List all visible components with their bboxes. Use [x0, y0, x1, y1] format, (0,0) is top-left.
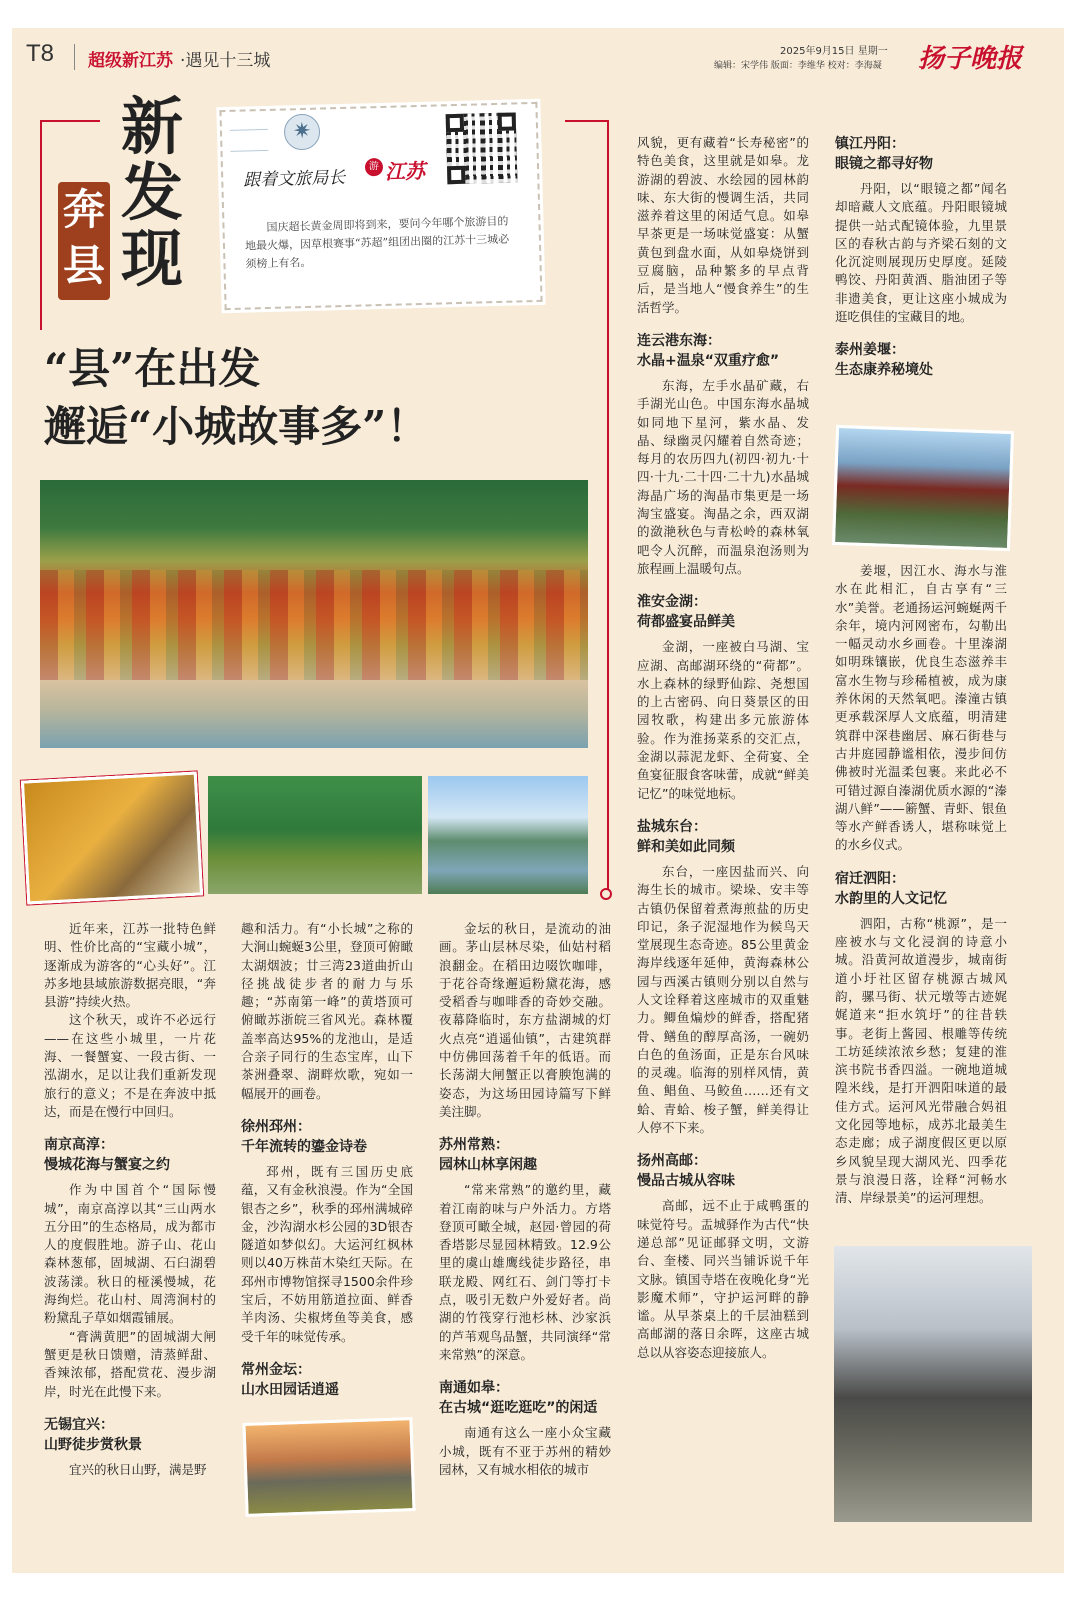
column-big-title: 新发现: [120, 90, 183, 295]
yancheng-text: 东台，一座因盐而兴、向海生长的城市。梁垛、安丰等古镇仍保留着煮海煎盐的历史印记，条子泥湿地作为候鸟天堂展现生态奇迹。85公里黄金海岸线逐年延伸，黄海森林公园与西溪古镇则分别以自然与人文诠释着这座城市的双重魅力。鲫鱼煸炒的鲜香，搭配猪骨、鳝鱼的醇厚高汤，一碗奶白色的鱼汤面，正是东台风味的灵魂。临海的别样风情，黄鱼、鲳鱼、马鲛鱼……还有文蛤、青蛤、梭子蟹，鲜美得让人停不下来。: [637, 863, 809, 1136]
changzhou-text: 金坛的秋日，是流动的油画。茅山层林尽染，仙姑村稻浪翻金。在稻田边啜饮咖啡，于花谷奇缘邂逅粉黛花海，感受稻香与咖啡香的奇妙交融。夜幕降临时，东方盐湖城的灯火点亮“逍遥仙镇”，古建筑群中仿佛回荡着千年的低语。而长荡湖大闸蟹正以膏腴饱满的姿态，为这场田园诗篇写下鲜美注脚。: [439, 921, 611, 1119]
main-headline: [44, 340, 428, 456]
nantong-text-1: 南通有这么一座小众宝藏小城，既有不亚于苏州的精妙园林，又有城水相依的城市: [439, 1425, 611, 1477]
headline-line-1: “县”在出发: [44, 344, 261, 393]
zhenjiang-text: 丹阳，以“眼镜之都”闻名却暗藏人文底蕴。丹阳眼镜城提供一站式配镜体验，九里景区的春秋古韵与齐梁石刻的文化沉淀则展现历史厚度。延陵鸭饺、丹阳黄酒、脂油团子等非遗美食，更让这座小城成为逛吃俱佳的宝藏目的地。: [835, 181, 1007, 325]
postcard-title: 跟着文旅局长: [243, 167, 346, 191]
postcard: [219, 102, 542, 310]
frame-line-left: [40, 120, 42, 330]
issue-date: 2025年9月15日 星期一: [780, 46, 888, 57]
column-5-top: [835, 134, 1007, 386]
headline-line-2: 邂逅“小城故事多”！: [44, 402, 429, 451]
section-wuxi-title: 无锡宜兴： 山野徒步赏秋景: [44, 1416, 142, 1453]
section-taizhou-title: 泰州姜堰： 生态康养秘境处: [835, 342, 933, 379]
column-2: [241, 920, 413, 1406]
yangzhou-text: 高邮，远不止于咸鸭蛋的味觉符号。盂城驿作为古代“快递总部”见证邮驿文明，文游台、奎楼、同兴当铺诉说千年文脉。镇国寺塔在夜晚化身“光影魔术师”，守护运河畔的静谧。从早茶桌上的千层油糕到高邮湖的落日余晖，这座古城总以从容姿态迎接旅人。: [637, 1198, 809, 1360]
main-photo-autumn-forest: [40, 480, 588, 748]
section-nanjing-title: 南京高淳： 慢城花海与蟹宴之约: [44, 1137, 170, 1174]
frame-end-dot: [600, 888, 612, 900]
tourism-logo-icon: 游: [365, 158, 383, 176]
intro-paragraph-1: 近年来，江苏一批特色鲜明、性价比高的“宝藏小城”，逐渐成为游客的“心头好”。江苏多地县域旅游数据亮眼，“奔县游”持续火热。: [44, 921, 216, 1010]
section-suqian-title: 宿迁泗阳： 水韵里的人文记忆: [835, 870, 947, 907]
editor-credits: 编辑：宋学伟 版面：李维华 校对：李海凝: [714, 61, 882, 71]
photo-forest-boat: [208, 776, 422, 894]
xuzhou-text: 邳州，既有三国历史底蕴，又有金秋浪漫。作为“全国银杏之乡”，秋季的邳州满城碎金，沙沟湖水杉公园的3D银杏隧道如梦似幻。大运河红枫林则以40万株苗木染红天际。在邳州市博物馆探寻1500余件珍宝后，不妨用筋道拉面、鲜香羊肉汤、尖椒烤鱼等美食，感受千年的味觉传承。: [241, 1163, 413, 1344]
huaian-text: 金湖，一座被白马湖、宝应湖、高邮湖环绕的“荷都”。水上森林的绿野仙踪、尧想国的上古密码、向日葵景区的田园牧歌，构建出多元旅游体验。作为淮扬菜系的交汇点，金湖以蒜泥龙虾、全荷宴、全鱼宴征服食客味蕾，成就“鲜美记忆”的味觉地标。: [637, 639, 809, 801]
taizhou-text: 姜堰，因江水、海水与淮水在此相汇，自古享有“三水”美誉。老通扬运河蜿蜒两千余年，境内河网密布，勾勒出一幅灵动水乡画卷。十里溱湖如明珠镶嵌，优良生态滋养丰富水生物与珍稀植被，成为康养休闲的天然氧吧。溱潼古镇更承载深厚人文底蕴，明清建筑群中深巷幽居、麻石街巷与古井庭园静谧相依，漫步间仿佛被时光温柔包裹。来此必不可错过源自溱湖优质水源的“溱湖八鲜”——簖蟹、青虾、银鱼等水产鲜香诱人，堪称味觉上的水乡仪式。: [835, 563, 1007, 853]
nanjing-text-2: “膏满黄肥”的固城湖大闸蟹更是秋日馈赠，清蒸鲜甜、香辣浓郁，搭配赏花、漫步湖岸，时光在此慢下来。: [44, 1328, 216, 1399]
section-suzhou-title: 苏州常熟： 园林山林享闲趣: [439, 1137, 537, 1174]
frame-line-right: [607, 120, 609, 895]
column-4: [637, 134, 809, 1362]
frame-line-top-right: [565, 120, 609, 122]
postcard-title-jiangsu: 江苏: [384, 158, 426, 184]
photo-jintan-sunset: [242, 1417, 415, 1517]
section-title: 超级新江苏: [88, 51, 173, 71]
column-5-middle: [835, 562, 1007, 1208]
qr-code-icon[interactable]: [446, 112, 518, 184]
section-huaian-title: 淮安金湖： 荷都盛宴品鲜美: [637, 594, 735, 631]
nantong-text-2: 风貌，更有藏着“长寿秘密”的特色美食，这里就是如皋。龙游湖的碧波、水绘园的园林韵味、东大街的慢调生活，共同滋养着这里的闲适气息。如皋早茶更是一场味觉盛宴：从蟹黄包到盘水面，从如皋烧饼到豆腐脑，品种繁多的早点背后，是当地人“慢食养生”的生活哲学。: [637, 135, 809, 315]
nanjing-text-1: 作为中国首个“国际慢城”，南京高淳以其“三山两水五分田”的生态格局，成为都市人的度假胜地。游子山、花山森林葱郁，固城湖、石臼湖碧波荡漾。秋日的桠溪慢城，花海绚烂。花山村、周湾涧村的粉黛乱子草如烟霞铺展。: [44, 1182, 216, 1326]
section-changzhou-title: 常州金坛： 山水田园话逍遥: [241, 1361, 339, 1398]
section-subtitle: ·遇见十三城: [180, 51, 271, 71]
page-number: T8: [26, 40, 55, 67]
section-xuzhou-title: 徐州邳州： 千年流转的鎏金诗卷: [241, 1118, 367, 1155]
section-nantong-title: 南通如皋： 在古城“逛吃逛吃”的闲适: [439, 1380, 598, 1417]
newspaper-logo: 扬子晚报: [918, 44, 1023, 74]
column-badge: 奔县: [58, 182, 110, 300]
frame-line-top: [40, 120, 100, 122]
postmark-lines: [230, 129, 269, 152]
photo-lake-aerial: [428, 776, 588, 894]
section-lianyungang-title: 连云港东海： 水晶+温泉“双重疗愈”: [637, 332, 780, 369]
wuxi-text-2: 趣和活力。有“小长城”之称的大涧山蜿蜒3公里，登顶可俯瞰太湖烟波；廿三湾23道曲折山径挑战徒步者的耐力与乐趣；“苏南第一峰”的黄塔顶可俯瞰苏浙皖三省风光。森林覆盖率高达95%的龙池山，是适合亲子同行的生态宝库，山下茶洲叠翠、湖畔炊歌，宛如一幅展开的画卷。: [241, 921, 413, 1101]
postcard-text: 国庆超长黄金周即将到来，要问今年哪个旅游目的地最火爆，因草根赛事“苏超”组团出圈的江苏十三城必须榜上有名。: [244, 214, 510, 271]
section-yancheng-title: 盐城东台： 鲜和美如此同频: [637, 818, 735, 855]
photo-ginkgo-elephant-statue: [21, 771, 203, 904]
intro-paragraph-2: 这个秋天，或许不必远行——在这些小城里，一片花海、一餐蟹宴、一段古街、一泓湖水，足以让我们重新发现旅行的意义；不是在奔波中抵达，而是在慢行中回归。: [44, 1012, 216, 1119]
suzhou-text: “常来常熟”的邀约里，藏着江南韵味与户外活力。方塔登顶可瞰全城，赵园·曾园的荷香塔影尽显园林精致。12.9公里的虞山雄鹰线徒步路径，串联龙殿、网红石、剑门等打卡点，吸引无数户外爱好者。尚湖的竹筏穿行池杉林、沙家浜的芦苇观鸟品蟹，共同演绎“常来常熟”的深意。: [439, 1182, 611, 1362]
section-zhenjiang-title: 镇江丹阳： 眼镜之都寻好物: [835, 136, 933, 172]
compass-stamp-icon: ✷: [284, 114, 321, 151]
column-1: [44, 920, 216, 1479]
photo-gaoyou-tower: [834, 1246, 1032, 1522]
photo-jiangyan-pavilion: [832, 425, 1014, 551]
column-3: [439, 920, 611, 1479]
lianyungang-text: 东海，左手水晶矿藏，右手湖光山色。中国东海水晶城如同地下星河，紫水晶、发晶、绿幽灵闪耀着自然奇迹；每月的农历四九(初四·初九·十四·十九·二十四·二十九)水晶城海晶广场的淘晶市集更是一场淘宝盛宴。淘晶之余，西双湖的潋滟秋色与青松岭的森林氧吧令人沉醉，而温泉泡汤则为旅程画上温暖句点。: [637, 377, 809, 576]
wuxi-text-1: 宜兴的秋日山野，满是野: [69, 1461, 207, 1477]
suqian-text: 泗阳，古称“桃源”，是一座被水与文化浸润的诗意小城。沿黄河故道漫步，城南街道小圩社区留存桃源古城风韵，骡马街、状元墩等古迹娓娓道来“拒水筑圩”的往昔轶事。老街上酱园、根雕等传统工坊延续浓浓乡愁；复建的淮滨书院书香四溢。一碗地道城隍米线，是打开泗阳味道的最佳方式。运河风光带融合妈祖文化园等地标，成苏北最美生态走廊；成子湖度假区更以原乡风貌呈现大湖风光、四季花景与浪漫日落，诠释“河畅水清、岸绿景美”的运河理想。: [835, 915, 1007, 1206]
header-divider: [74, 44, 75, 70]
section-yangzhou-title: 扬州高邮： 慢品古城从容味: [637, 1153, 735, 1190]
